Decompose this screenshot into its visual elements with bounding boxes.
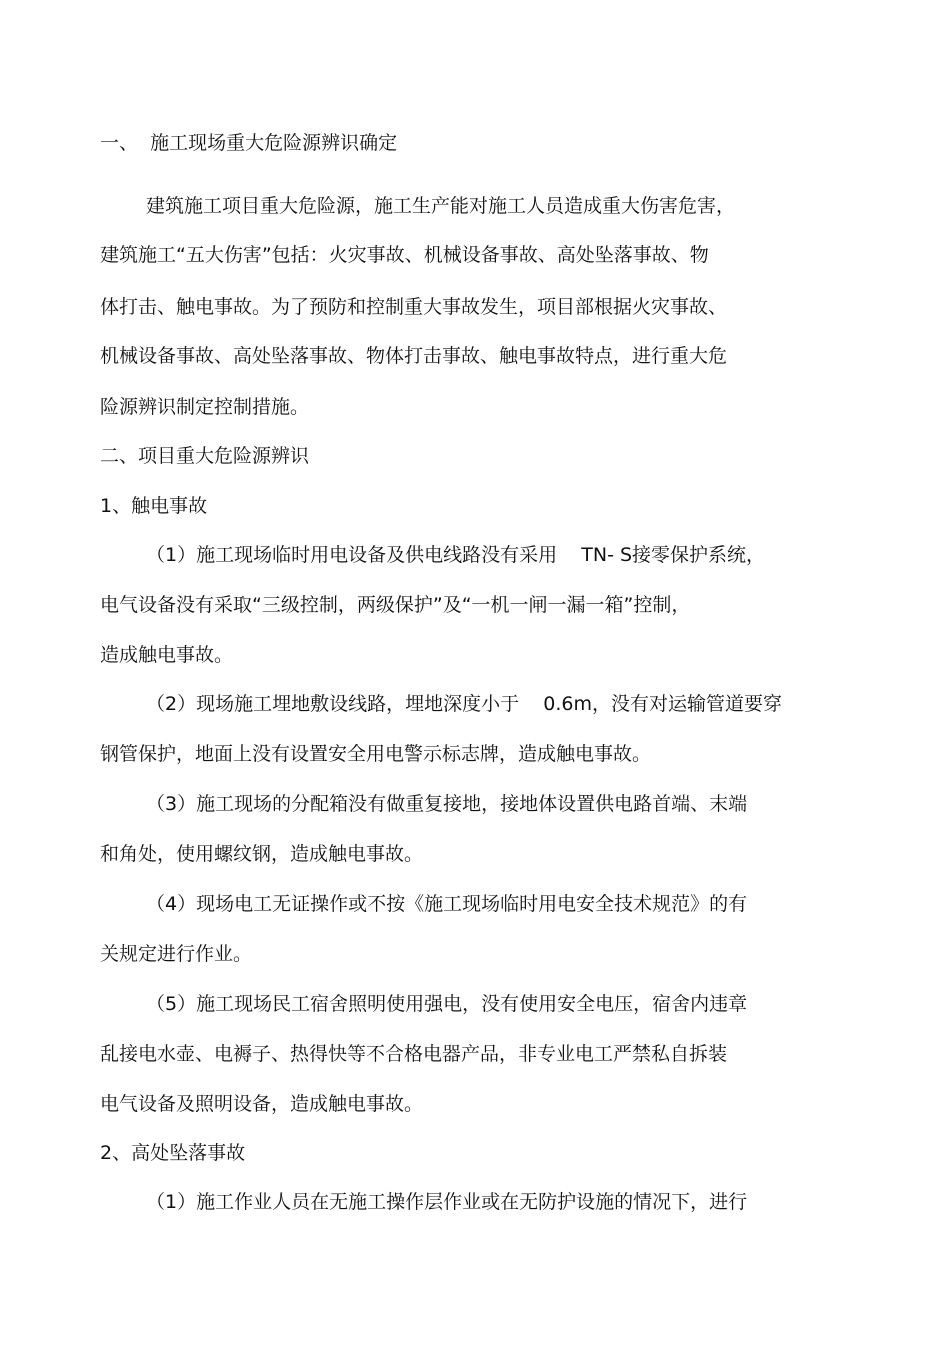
paragraph-line: 体打击、触电事故。为了预防和控制重大事故发生，项目部根据火灾事故、 — [100, 296, 728, 318]
list-item-line: （1）施工作业人员在无施工操作层作业或在无防护设施的情况下，进行 — [146, 1191, 748, 1213]
paragraph-line: 建筑施工“五大伤害”包括：火灾事故、机械设备事故、高处坠落事故、物 — [100, 244, 709, 266]
paragraph-line: 电气设备及照明设备，造成触电事故。 — [100, 1093, 424, 1115]
section-heading-2: 二、项目重大危险源辨识 — [100, 445, 310, 467]
paragraph-line: 电气设备没有采取“三级控制，两级保护”及“一机一闸一漏一箱”控制， — [100, 594, 691, 616]
subsection-heading: 1、触电事故 — [100, 495, 208, 517]
paragraph-line: 险源辨识制定控制措施。 — [100, 396, 310, 418]
list-item-line: （1）施工现场临时用电设备及供电线路没有采用 TN- S接零保护系统， — [146, 544, 766, 566]
paragraph-line: 建筑施工项目重大危险源，施工生产能对施工人员造成重大伤害危害， — [146, 195, 736, 217]
subsection-heading: 2、高处坠落事故 — [100, 1142, 246, 1164]
list-item-line: （2）现场施工埋地敷设线路，埋地深度小于 0.6m，没有对运输管道要穿 — [146, 693, 782, 715]
list-item-line: （3）施工现场的分配箱没有做重复接地，接地体设置供电路首端、末端 — [146, 793, 748, 815]
paragraph-line: 机械设备事故、高处坠落事故、物体打击事故、触电事故特点，进行重大危 — [100, 345, 728, 367]
paragraph-line: 造成触电事故。 — [100, 644, 234, 666]
paragraph-line: 乱接电水壶、电褥子、热得快等不合格电器产品，非专业电工严禁私自拆装 — [100, 1043, 728, 1065]
paragraph-line: 和角处，使用螺纹钢，造成触电事故。 — [100, 843, 424, 865]
list-item-line: （4）现场电工无证操作或不按《施工现场临时用电安全技术规范》的有 — [146, 893, 748, 915]
section-heading-1: 一、 施工现场重大危险源辨识确定 — [100, 132, 398, 154]
list-item-line: （5）施工现场民工宿舍照明使用强电，没有使用安全电压，宿舍内违章 — [146, 993, 748, 1015]
paragraph-line: 钢管保护，地面上没有设置安全用电警示标志牌，造成触电事故。 — [100, 743, 652, 765]
paragraph-line: 关规定进行作业。 — [100, 943, 253, 965]
